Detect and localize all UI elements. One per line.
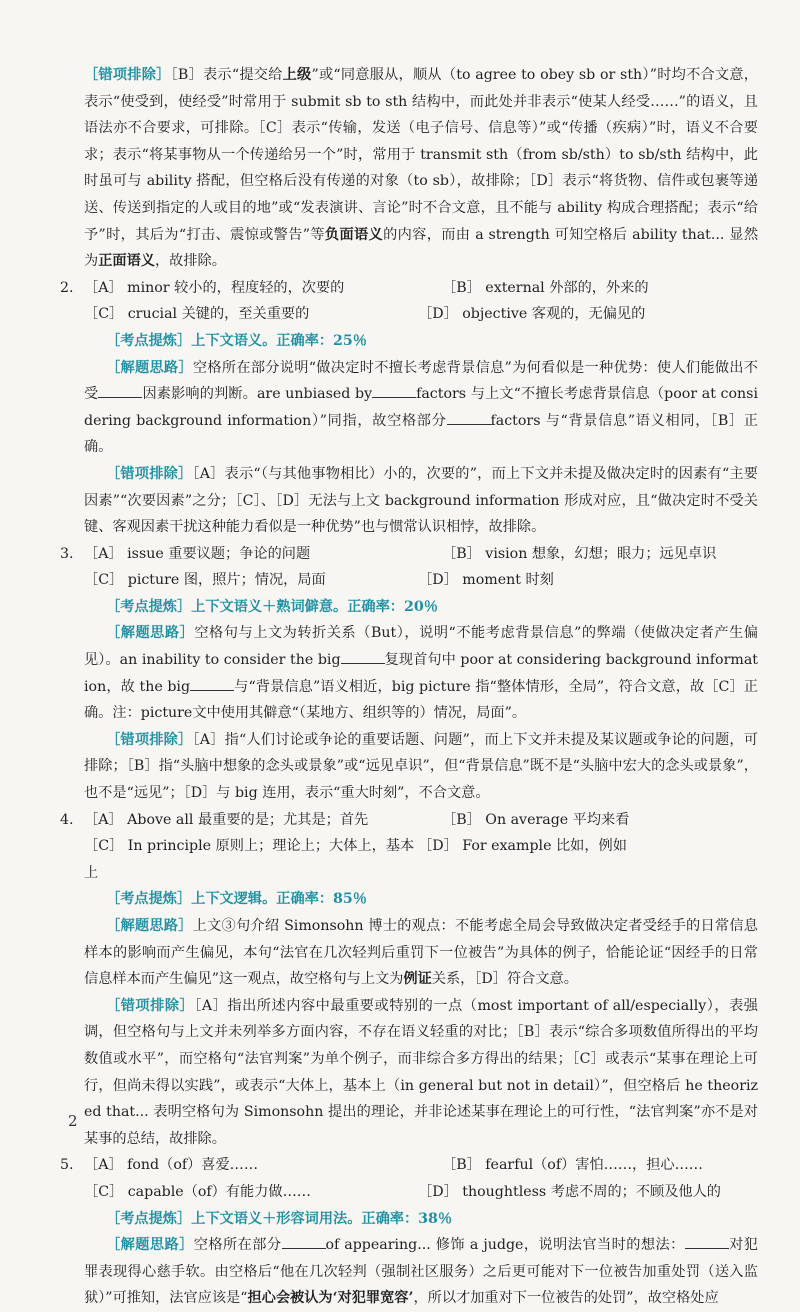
q3-number: 3.: [60, 545, 74, 562]
q2-option-d: ［D］ objective 客观的，无偏见的: [418, 306, 646, 323]
q2-solution: ［解题思路］空格所在部分说明“做决定时不擅长考虑背景信息”为何看似是一种优势：使人们能做出不受 因素影响的判断。are unbiased by factors 与上文“不擅长考虑背景信息（poor at considering background information）”同指，故空格部分 factors 与“背景信息”语义相同，［B］正确。: [84, 359, 758, 456]
q3-option-d: ［D］ moment 时刻: [418, 572, 554, 589]
q2-error-exclusion: ［错项排除］［A］表示“（与其他事物相比）小的，次要的”，而上下文并未提及做决定时的因素有“主要因素”“次要因素”之分；［C］、［D］无法与上文 background information 形成对应，且“做决定时不受关键、客观因素干扰这种能力看似是一种优势”也与惯常认识相悖，故排除。: [84, 465, 758, 536]
blank-line: [685, 1234, 729, 1249]
blank-line: [190, 676, 234, 691]
q4-key-point: ［考点提炼］上下文逻辑。正确率：85％: [106, 891, 367, 908]
q5-option-d: ［D］ thoughtless 考虑不周的；不顾及他人的: [418, 1183, 721, 1200]
q2-option-a: ［A］ minor 较小的，程度轻的，次要的: [84, 279, 345, 296]
q4-solution: ［解题思路］上文③句介绍 Simonsohn 博士的观点：不能考虑全局会导致做决定者受经手的日常信息样本的影响而产生偏见，本句“法官在几次轻判后重罚下一位被告”为具体的例子，恰能论证“因经手的日常信息样本而产生偏见”这一观点，故空格句与上文为例证关系，［D］符合文意。: [84, 918, 758, 988]
q3-option-c: ［C］ picture 图，照片；情况，局面: [84, 572, 326, 589]
q5-solution: ［解题思路］空格所在部分 of appearing... 修饰 a judge，说明法官当时的想法： 对犯罪表现得心慈手软。由空格后“他在几次轻判（强制社区服务）之后更可能对下一位被告加重处罚（送入监狱）”可推知，法官应该是“担心会被认为‘对犯罪宽容’，所以才加重对下一位被告的处罚”，故空格处应: [84, 1232, 758, 1312]
q3-options-row2: [84, 567, 758, 594]
page-number: 2: [68, 1112, 78, 1130]
q4-option-c: ［C］ In principle 原则上；理论上；大体上，基本上: [84, 838, 415, 881]
q3-option-a: ［A］ issue 重要议题；争论的问题: [84, 545, 311, 562]
q2-option-c: ［C］ crucial 关键的，至关重要的: [84, 306, 310, 323]
q5-option-c: ［C］ capable（of）有能力做……: [84, 1183, 311, 1200]
q2-option-b: ［B］ external 外部的，外来的: [442, 279, 649, 296]
q4-option-b: ［B］ On average 平均来看: [442, 811, 630, 828]
q5-number: 5.: [60, 1157, 74, 1174]
q3-option-b: ［B］ vision 想象，幻想；眼力；远见卓识: [442, 545, 717, 562]
blank-line: [98, 383, 142, 398]
tag-error-exclusion: ［错项排除］: [84, 67, 171, 83]
q5-options-row1: [60, 1152, 758, 1179]
blank-line: [341, 649, 385, 664]
q3-error-exclusion: ［错项排除］［A］指“人们讨论或争论的重要话题、问题”，而上下文并未提及某议题或争论的问题，可排除；［B］指“头脑中想象的念头或景象”或“远见卓识”，但“背景信息”既不是“头脑中宏大的念头或景象”，也不是“远见”；［D］与 big 连用，表示“重大时刻”，不合文意。: [84, 731, 758, 802]
q3-solution: ［解题思路］空格句与上文为转折关系（But），说明“不能考虑背景信息”的弊端（使做决定者产生偏见）。an inability to consider the big 复现首句中 poor at considering background information，故 the big 与“背景信息”语义相近，big picture 指“整体情形，全局”，符合文意，故［C］正确。注：picture文中使用其僻意“（某地方、组织等的）情况，局面”。: [84, 625, 758, 722]
blank-line: [372, 383, 416, 398]
q4-number: 4.: [60, 811, 74, 828]
q2-options-row2: [84, 301, 758, 328]
q5-key-point: ［考点提炼］上下文语义＋形容词用法。正确率：38％: [106, 1210, 453, 1227]
q4-options-row1: [60, 807, 758, 834]
q4-options-row2: [84, 833, 758, 886]
blank-line: [447, 410, 491, 425]
q5-option-b: ［B］ fearful（of）害怕……，担心……: [442, 1157, 703, 1174]
q2-key-point: ［考点提炼］上下文语义。正确率：25％: [106, 332, 367, 349]
q2-options-row1: [60, 275, 758, 302]
q2-number: 2.: [60, 279, 74, 296]
blank-line: [282, 1234, 326, 1249]
q4-option-d: ［D］ For example 比如，例如: [418, 838, 627, 855]
q5-option-a: ［A］ fond（of）喜爱……: [84, 1157, 259, 1174]
q4-option-a: ［A］ Above all 最重要的是；尤其是；首先: [84, 811, 369, 828]
q4-error-exclusion: ［错项排除］［A］指出所述内容中最重要或特别的一点（most important of all/especially），表强调，但空格句与上文并未列举多方面内容，不存在语义轻重的对比；［B］表示“综合多项数值所得出的平均数值或水平”，而空格句“法官判案”为单个例子，而非综合多方得出的结果；［C］或表示“某事在理论上可行，但尚未得以实践”，或表示“大体上，基本上（in general but not in detail）”，但空格后 he theorized that... 表明空格句为 Simonsohn 提出的理论，并非论述某事在理论上的可行性，“法官判案”亦不是对某事的总结，故排除。: [84, 997, 758, 1147]
q3-options-row1: [60, 541, 758, 568]
q3-key-point: ［考点提炼］上下文语义＋熟词僻意。正确率：20％: [106, 598, 438, 615]
block1-paragraph: ［错项排除］［B］表示“提交给上级”或“同意服从，顺从（to agree to obey sb or sth）”时均不合文意，表示“使受到，使经受”时常用于 submit sb to sth 结构中，而此处并非表示“使某人经受……”的语义，且语法亦不合要求，可排除。［C］表示“传输，发送（电子信号、信息等）”或“传播（疾病）”时，语义不合要求；表示“将某事物从一个传递给另一个”时，常用于 transmit sth（from sb/sth）to sb/sth 结构中，此时虽可与 ability 搭配，但空格后没有传递的对象（to sb），故排除；［D］表示“将货物、信件或包裹等递送、传送到指定的人或目的地”或“发表演讲、言论”时不合文意，且不能与 ability 构成合理搭配；表示“给予”时，其后为“打击、震惊或警告”等负面语义的内容，而由 a strength 可知空格后 ability that... 显然为正面语义，故排除。: [84, 67, 759, 270]
q5-options-row2: [84, 1179, 758, 1206]
